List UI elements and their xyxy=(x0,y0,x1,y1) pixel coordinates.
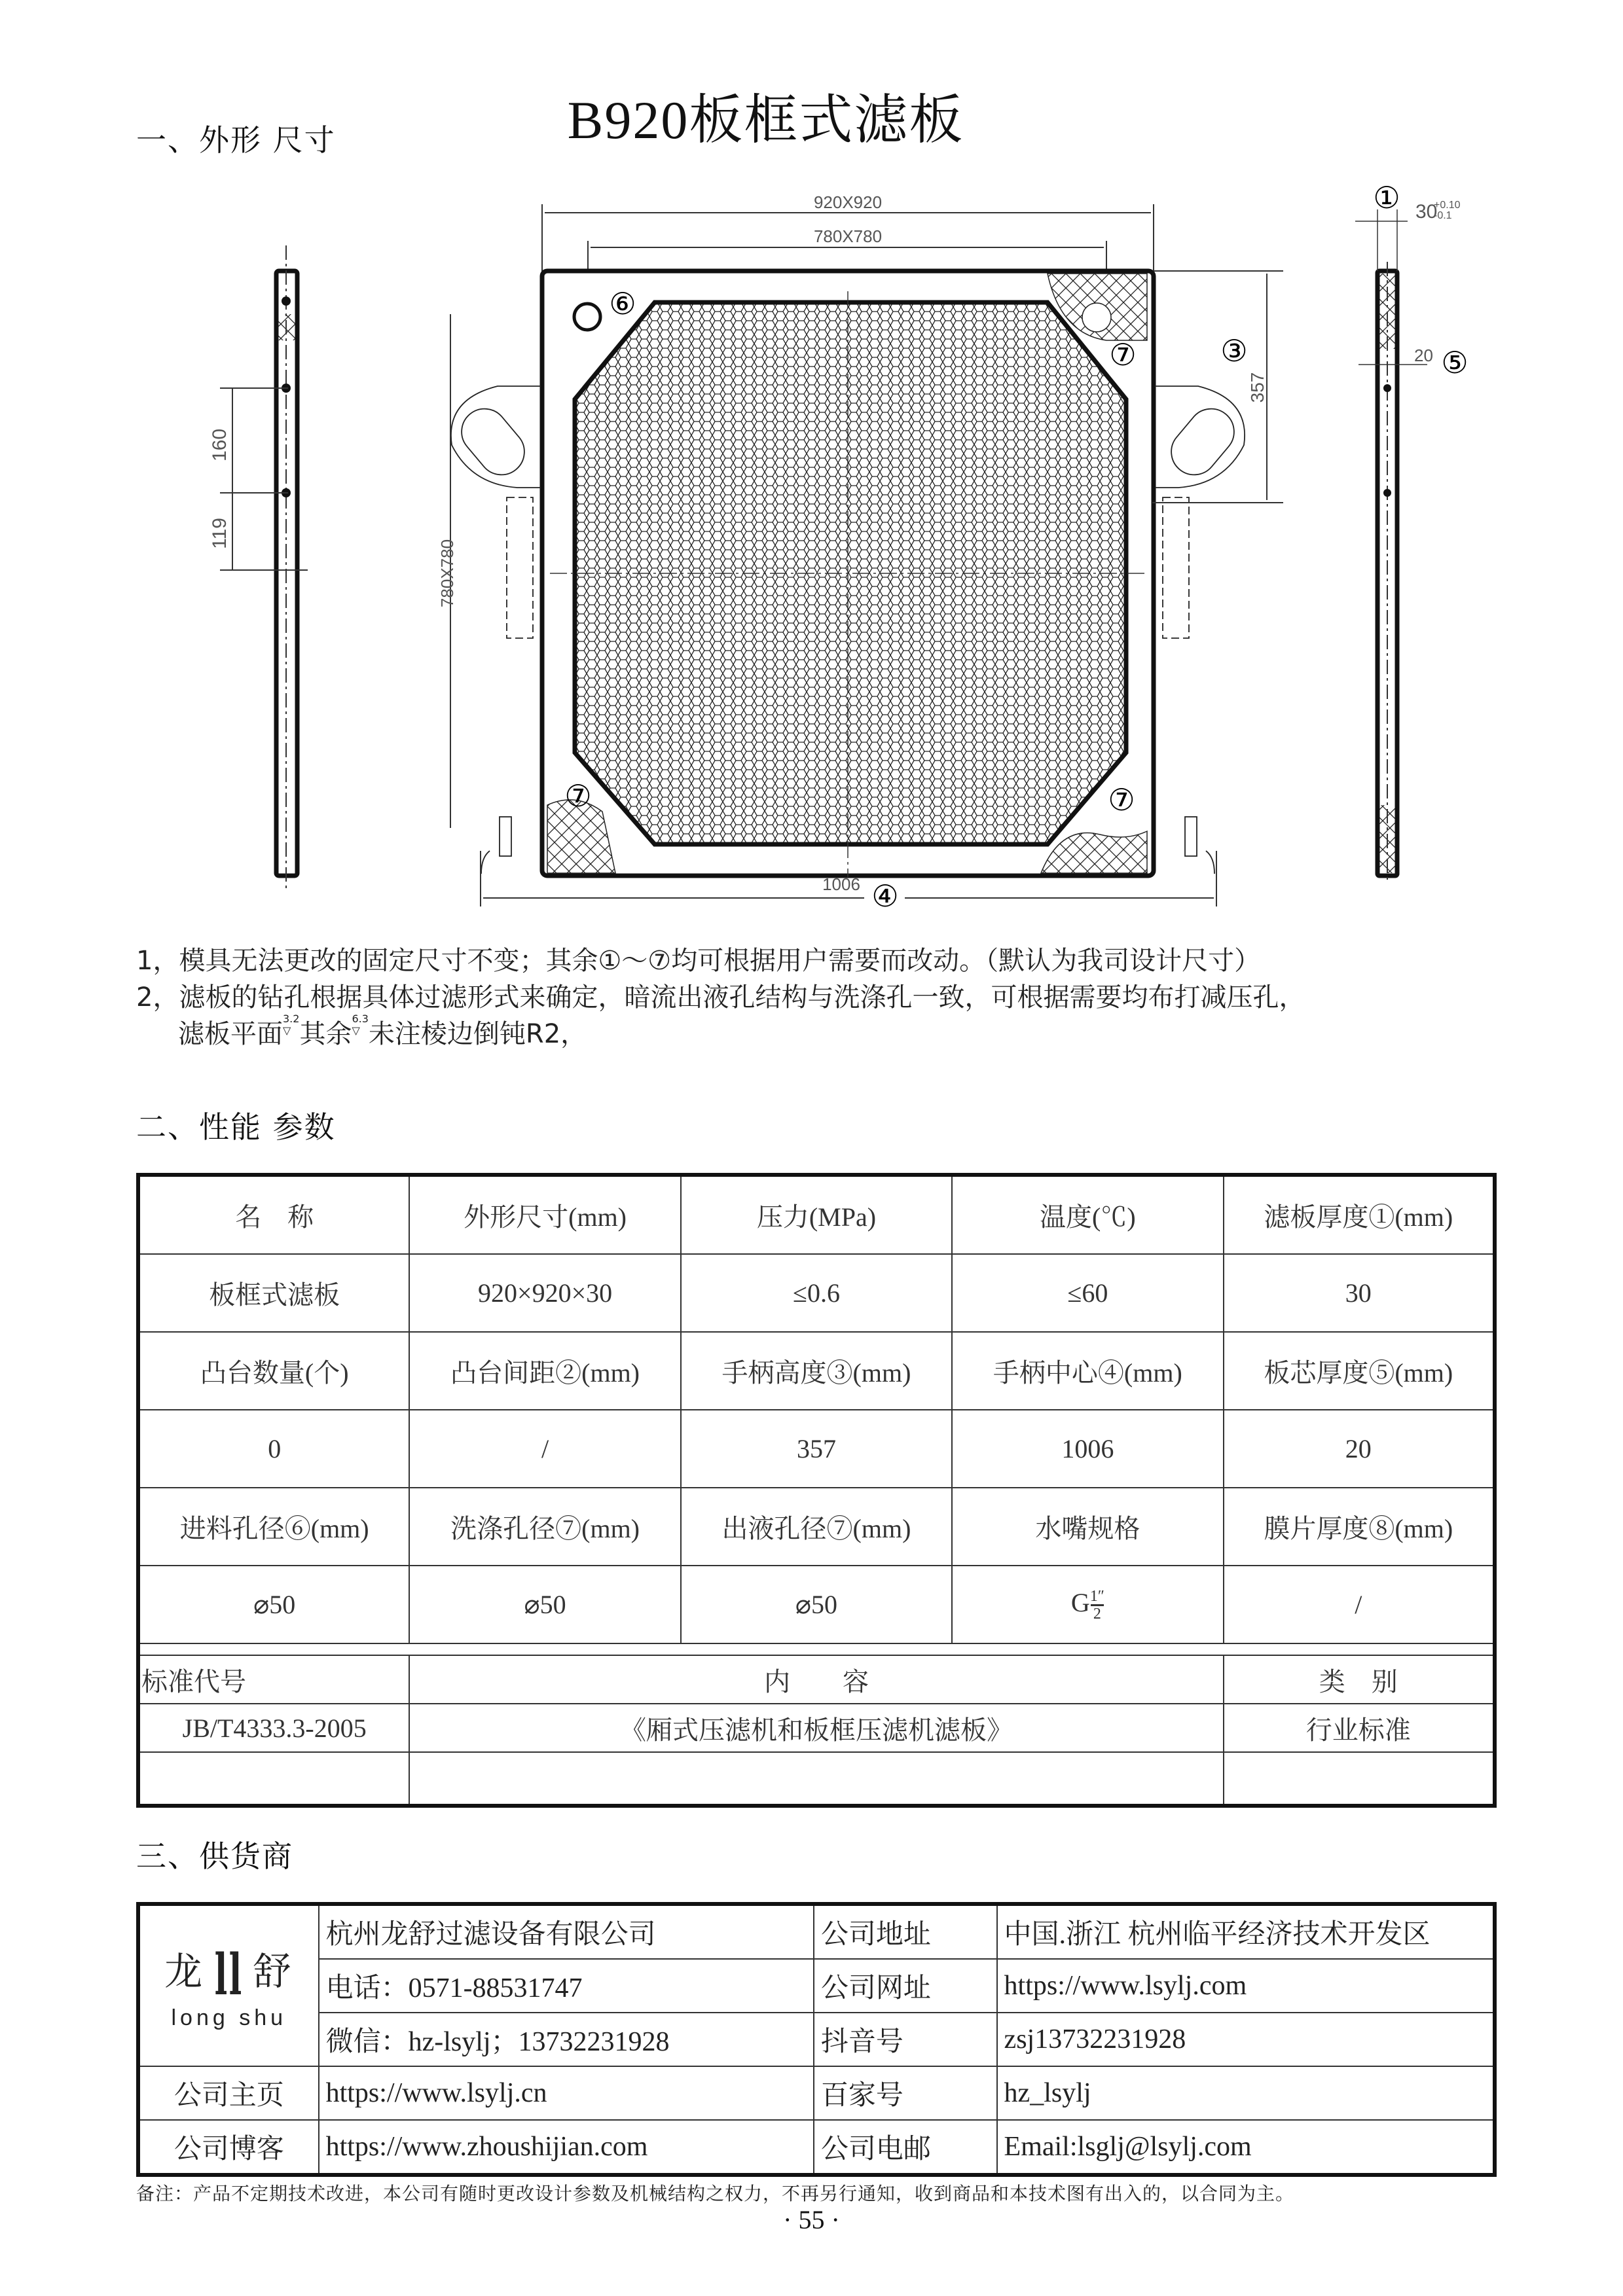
homepage-link[interactable]: https://www.lsylj.cn xyxy=(319,2066,814,2120)
nozzle-spec: G xyxy=(1070,1587,1090,1617)
table-cell xyxy=(138,1752,409,1806)
table-cell: 温度(℃) xyxy=(952,1175,1223,1254)
label: 抖音号 xyxy=(814,2013,997,2066)
note-line-2: 2，滤板的钻孔根据具体过滤形式来确定，暗流出液孔结构与洗涤孔一致，可根据需要均布打减压孔， xyxy=(136,982,1305,1013)
table-cell: 水嘴规格 xyxy=(952,1488,1223,1566)
table-cell: 类 别 xyxy=(1224,1655,1495,1704)
right-side-view xyxy=(1355,181,1468,884)
table-cell: 膜片厚度⑧(mm) xyxy=(1224,1488,1495,1566)
svg-text:20: 20 xyxy=(1414,346,1433,365)
svg-text:920X920: 920X920 xyxy=(813,192,883,212)
label: 公司博客 xyxy=(138,2120,319,2175)
table-row xyxy=(138,1566,1495,1643)
footer-note: 备注：产品不定期技术改进，本公司有随时更改设计参数及机械结构之权力，不再另行通知，收到商品和本技术图有出入的，以合同为主。 xyxy=(136,2183,1295,2204)
table-cell: 30 xyxy=(1224,1254,1495,1332)
table-cell: 凸台数量(个) xyxy=(138,1332,409,1410)
table-row xyxy=(138,2013,1495,2066)
front-view-plate xyxy=(437,192,1283,913)
table-row xyxy=(138,2120,1495,2175)
svg-text:⑦: ⑦ xyxy=(1109,338,1137,372)
table-cell: 手柄中心④(mm) xyxy=(952,1332,1223,1410)
note-line-3-b: 其余 xyxy=(299,1019,352,1049)
company-wechat: 微信：hz-lsylj；13732231928 xyxy=(319,2013,814,2066)
label: 公司电邮 xyxy=(814,2120,997,2175)
company-name: 杭州龙舒过滤设备有限公司 xyxy=(319,1904,814,1959)
note-line-3-a: 滤板平面 xyxy=(178,1019,283,1049)
svg-text:④: ④ xyxy=(871,879,899,913)
table-cell xyxy=(409,1752,1223,1806)
email-link[interactable]: Email:lsglj@lsylj.com xyxy=(997,2120,1495,2175)
table-row xyxy=(138,1332,1495,1410)
table-row xyxy=(138,1655,1495,1704)
svg-text:①: ① xyxy=(1373,181,1400,215)
section-heading-supplier: 三、供货商 xyxy=(136,1839,293,1874)
svg-text:③: ③ xyxy=(1220,334,1248,368)
technical-drawing xyxy=(0,0,1623,929)
table-row xyxy=(138,1959,1495,2013)
document-title-text: B920板框式滤板 xyxy=(567,90,964,150)
table-cell: 外形尺寸(mm) xyxy=(409,1175,680,1254)
label: 公司主页 xyxy=(138,2066,319,2120)
table-cell: / xyxy=(409,1410,680,1488)
left-side-view xyxy=(209,245,308,890)
svg-text:⑤: ⑤ xyxy=(1441,346,1468,380)
company-phone: 电话：0571-88531747 xyxy=(319,1959,814,2013)
performance-table xyxy=(136,1173,1497,1808)
table-cell: ⌀50 xyxy=(138,1566,409,1643)
table-row xyxy=(138,1175,1495,1254)
table-cell: 名 称 xyxy=(138,1175,409,1254)
table-cell: 0 xyxy=(138,1410,409,1488)
svg-text:357: 357 xyxy=(1247,372,1267,403)
svg-text:30: 30 xyxy=(1415,201,1438,223)
svg-text:1006: 1006 xyxy=(822,874,860,894)
roughness-symbol-icon: 6.3 ▽ xyxy=(352,1013,369,1037)
table-cell-nozzle xyxy=(952,1566,1223,1643)
website-link[interactable]: https://www.lsylj.com xyxy=(997,1959,1495,2013)
svg-text:⑦: ⑦ xyxy=(564,779,592,813)
douyin-id: zsj13732231928 xyxy=(997,2013,1495,2066)
table-row xyxy=(138,1704,1495,1752)
table-cell: JB/T4333.3-2005 xyxy=(138,1704,409,1752)
table-cell xyxy=(1224,1752,1495,1806)
company-address: 中国.浙江 杭州临平经济技术开发区 xyxy=(997,1904,1495,1959)
table-cell: ⌀50 xyxy=(409,1566,680,1643)
table-cell: 板芯厚度⑤(mm) xyxy=(1224,1332,1495,1410)
table-cell: 357 xyxy=(681,1410,952,1488)
label: 公司网址 xyxy=(814,1959,997,2013)
roughness-symbol-icon: 3.2 ▽ xyxy=(283,1013,300,1037)
table-cell: 压力(MPa) xyxy=(681,1175,952,1254)
table-cell: 滤板厚度①(mm) xyxy=(1224,1175,1495,1254)
table-cell: 内 容 xyxy=(409,1655,1223,1704)
table-cell: ≤0.6 xyxy=(681,1254,952,1332)
table-cell: 进料孔径⑥(mm) xyxy=(138,1488,409,1566)
table-cell: 标准代号 xyxy=(138,1655,409,1704)
company-logo: 龙 ll 舒 long shu xyxy=(138,1904,319,2066)
table-row xyxy=(138,1410,1495,1488)
table-cell: 行业标准 xyxy=(1224,1704,1495,1752)
logo-mark-icon: ll xyxy=(214,1941,244,2008)
table-cell: 20 xyxy=(1224,1410,1495,1488)
table-row xyxy=(138,2066,1495,2120)
svg-text:⑥: ⑥ xyxy=(609,287,636,321)
table-cell: ⌀50 xyxy=(681,1566,952,1643)
svg-text:780X780: 780X780 xyxy=(437,539,457,608)
note-line-3-c: 未注棱边倒钝R2， xyxy=(368,1019,587,1049)
table-cell: 1006 xyxy=(952,1410,1223,1488)
label: 百家号 xyxy=(814,2066,997,2120)
table-cell: 920×920×30 xyxy=(409,1254,680,1332)
table-cell: 洗涤孔径⑦(mm) xyxy=(409,1488,680,1566)
blog-link[interactable]: https://www.zhoushijian.com xyxy=(319,2120,814,2175)
svg-text:160: 160 xyxy=(209,428,230,462)
table-cell: ≤60 xyxy=(952,1254,1223,1332)
svg-text:-0.1: -0.1 xyxy=(1434,210,1452,221)
table-cell: 凸台间距②(mm) xyxy=(409,1332,680,1410)
svg-text:+0.10: +0.10 xyxy=(1434,200,1461,211)
drawing-notes xyxy=(136,942,1305,1052)
table-cell: 板框式滤板 xyxy=(138,1254,409,1332)
section-heading-performance: 二、性能 参数 xyxy=(136,1109,336,1145)
note-line-1: 1，模具无法更改的固定尺寸不变；其余①～⑦均可根据用户需要而改动。（默认为我司设计尺寸） xyxy=(136,946,1261,976)
supplier-table xyxy=(136,1902,1497,2177)
svg-text:⑦: ⑦ xyxy=(1108,783,1135,817)
svg-text:119: 119 xyxy=(209,518,230,549)
table-cell: 手柄高度③(mm) xyxy=(681,1332,952,1410)
note-line-3 xyxy=(136,1013,1305,1052)
table-spacer xyxy=(138,1643,1495,1655)
table-cell: / xyxy=(1224,1566,1495,1643)
table-row xyxy=(138,1488,1495,1566)
table-cell: 《厢式压滤机和板框压滤机滤板》 xyxy=(409,1704,1223,1752)
fraction: $\frac{1''}{2}$ xyxy=(1089,1588,1104,1623)
label: 公司地址 xyxy=(814,1904,997,1959)
baijia-id: hz_lsylj xyxy=(997,2066,1495,2120)
table-row xyxy=(138,1254,1495,1332)
table-row xyxy=(138,1904,1495,1959)
table-cell: 出液孔径⑦(mm) xyxy=(681,1488,952,1566)
page-number: · 55 · xyxy=(783,2205,840,2234)
svg-text:780X780: 780X780 xyxy=(813,226,883,246)
table-row xyxy=(138,1752,1495,1806)
section-heading-dimensions: 一、外形 尺寸 xyxy=(136,122,336,158)
